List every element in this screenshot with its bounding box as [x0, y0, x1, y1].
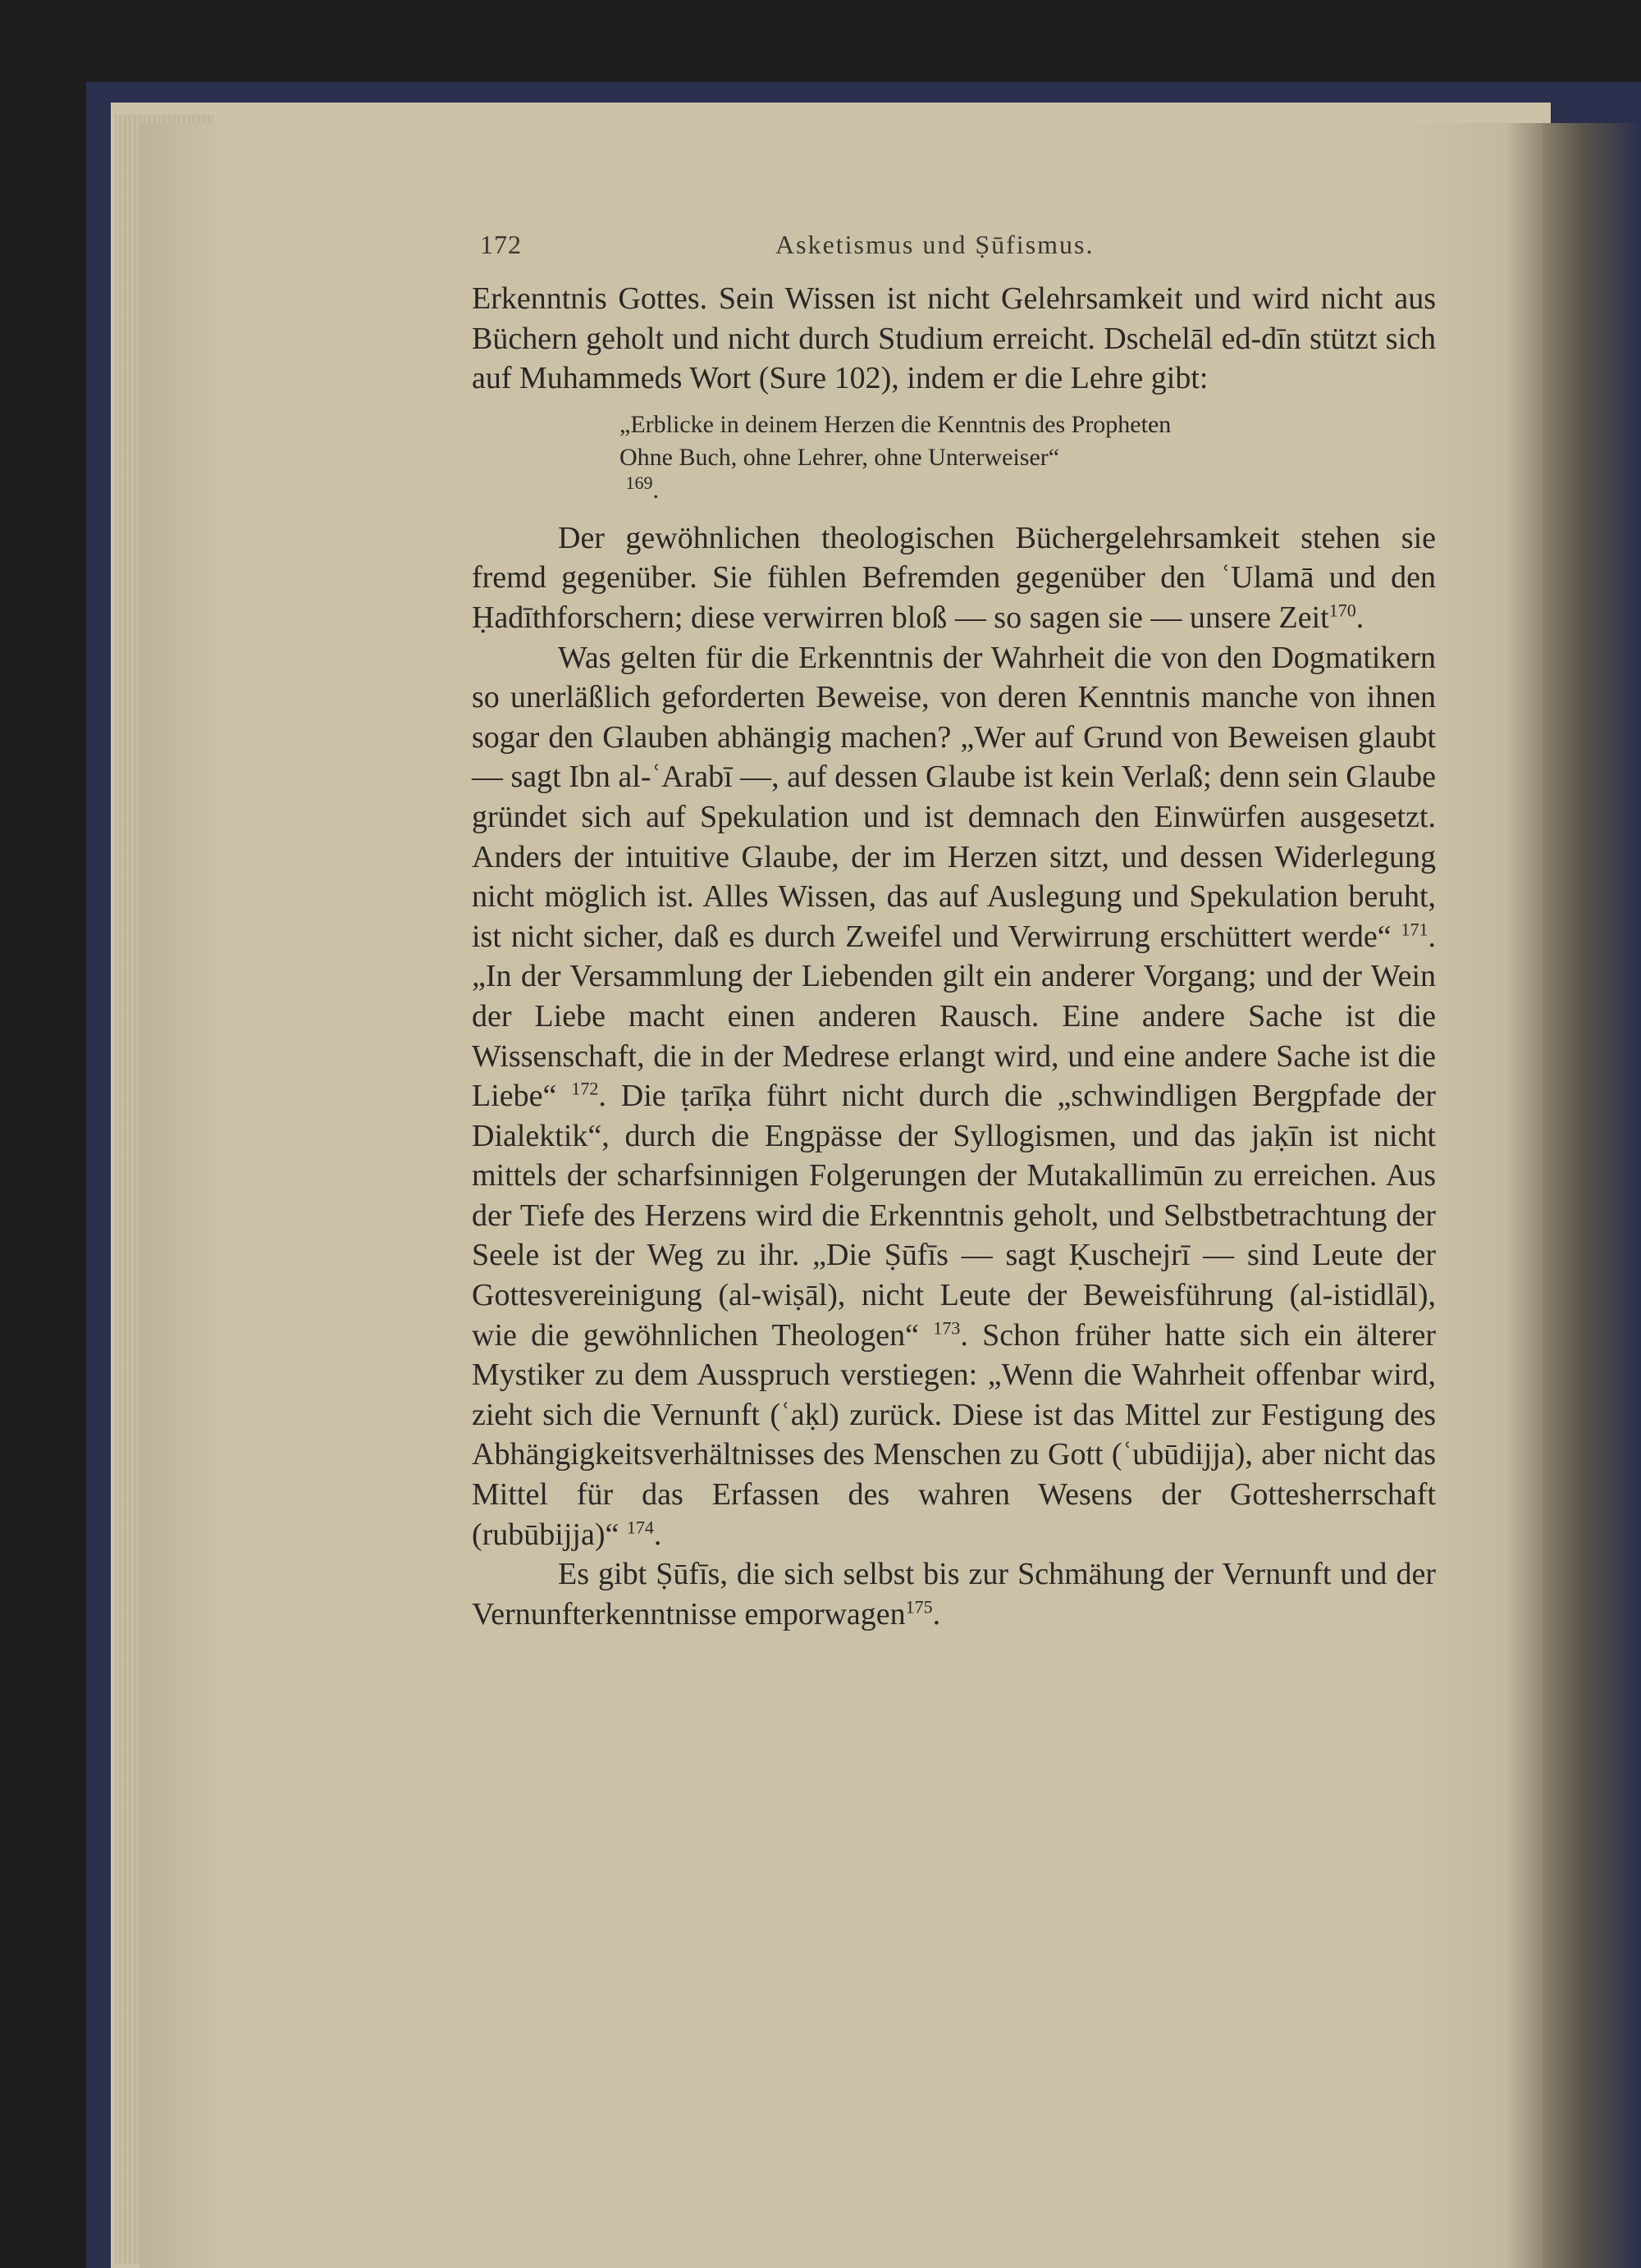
page-header [472, 230, 1436, 279]
paragraph-1 [472, 279, 1436, 399]
paragraph-3-text-d: Schon früher hatte sich ein älterer Mystiker zu dem Ausspruch verstiegen: „Wenn die Wahrheit offenbar wird, zieht sich die Vernunft (ʿaḳl) zurück. Diese ist das Mittel zur Festigung des Abhängigkeitsverhältnisses des Menschen zu Gott (ʿubūdijja), aber nicht das Mittel für das Erfassen des wahren Wesens der Gottesherrschaft (rubūbijja)“ [472, 1317, 1437, 1552]
paragraph-2-text: Der gewöhnlichen theologischen Büchergelehrsamkeit stehen sie fremd gegenüber. Sie fühlen Befremden gegenüber den ʿUlamā und den Ḥadīthforschern; diese verwirren bloß — so sagen sie — unsere Zeit [472, 520, 1436, 635]
paragraph-3: Was gelten für die Erkenntnis der Wahrheit die von den Dogmatikern so unerläßlich geforderten Beweise, von deren Kenntnis manche von ihnen sogar den Glauben abhängig machen? „Wer auf Grund von Beweisen glaubt — sagt Ibn al-ʿArabī —, auf dessen Glaube ist kein Verlaß; denn sein Glaube gründet sich auf Spekulation und ist demnach den Einwürfen ausgesetzt. Anders der intuitive Glaube, der im Herzen sitzt, und dessen Widerlegung nicht möglich ist. Alles Wissen, das auf Auslegung und Spekulation beruht, ist nicht sicher, daß es durch Zweifel und Verwirrung erschüttert werde“ $^{171}$. „In der Versammlung der Liebenden gilt ein anderer Vorgang; und der Wein der Liebe macht einen anderen Rausch. Eine andere Sache ist die Wissenschaft, die in der Medrese erlangt wird, und eine andere Sache ist die Liebe“ $^{172}$. Die ṭarīḳa führt nicht durch die „schwindligen Bergpfade der Dialektik“, durch die Engpässe der Syllogismen, und das jaḳīn ist nicht mittels der scharfsinnigen Folgerungen der Mutakallimūn zu erreichen. Aus der Tiefe des Herzens wird die Erkenntnis geholt, und Selbstbetrachtung der Seele ist der Weg zu ihr. „Die Ṣūfīs — sagt Ḳuschejrī — sind Leute der Gottesvereinigung (al-wiṣāl), nicht Leute der Beweisführung (al-istidlāl), wie die gewöhnlichen Theologen“ $^{173}$. Schon früher hatte sich ein älterer Mystiker zu dem Ausspruch verstiegen: „Wenn die Wahrheit offenbar wird, zieht sich die Vernunft (ʿaḳl) zurück. Diese ist das Mittel zur Festigung des Abhängigkeitsverhältnisses des Menschen zu Gott (ʿubūdijja), aber nicht das Mittel für das Erfassen des wahren Wesens der Gottesherrschaft (rubūbijja)“ $^{174}$. [472, 640, 1437, 1552]
footnote-ref-173: 173 [933, 1317, 961, 1338]
footnote-ref-174: 174 [626, 1516, 654, 1537]
paragraph-1-text: Erkenntnis Gottes. Sein Wissen ist nicht Gelehrsamkeit und wird nicht aus Büchern geholt und nicht durch Studium erreicht. Dschelāl ed-dīn stützt sich auf Muhammeds Wort (Sure 102), indem er die Lehre gibt: [472, 281, 1436, 396]
footnote-ref-172: 172 [571, 1078, 599, 1099]
footnote-ref-171: 171 [1401, 919, 1428, 940]
footnote-ref-175: 175 [905, 1596, 933, 1618]
footnote-ref-170: 170 [1328, 600, 1356, 621]
quote-line-1: „Erblicke in deinem Herzen die Kenntnis des Propheten [619, 410, 1172, 438]
footnote-ref-169: 169 [625, 472, 653, 493]
block-quote [619, 408, 1436, 507]
page-gutter [1506, 123, 1547, 2268]
binding-shadow [1543, 123, 1641, 2268]
paragraph-4-text: Es gibt Ṣūfīs, die sich selbst bis zur Schmähung der Vernunft und der Vernunfterkenntnisse emporwagen [472, 1557, 1436, 1631]
quote-line-2-text: Ohne Buch, ohne Lehrer, ohne Unterweiser“ [619, 443, 1060, 471]
paragraph-3-text-c: Die ṭarīḳa führt nicht durch die „schwindligen Bergpfade der Dialektik“, durch die Engpässe der Syllogismen, und das jaḳīn ist nicht mittels der scharfsinnigen Folgerungen der Mutakallimūn zu erreichen. Aus der Tiefe des Herzens wird die Erkenntnis geholt, und Selbstbetrachtung der Seele ist der Weg zu ihr. „Die Ṣūfīs — sagt Ḳuschejrī — sind Leute der Gottesvereinigung (al-wiṣāl), nicht Leute der Beweisführung (al-istidlāl), wie die gewöhnlichen Theologen“ [472, 1079, 1436, 1353]
paragraph-3-text-a: Was gelten für die Erkenntnis der Wahrheit die von den Dogmatikern so unerläßlich geforderten Beweise, von deren Kenntnis manche von ihnen sogar den Glauben abhängig machen? „Wer auf Grund von Beweisen glaubt — sagt Ibn al-ʿArabī —, auf dessen Glaube ist kein Verlaß; denn sein Glaube gründet sich auf Spekulation und ist demnach den Einwürfen ausgesetzt. Anders der intuitive Glaube, der im Herzen sitzt, und dessen Widerlegung nicht möglich ist. Alles Wissen, das auf Auslegung und Spekulation beruht, ist nicht sicher, daß es durch Zweifel und Verwirrung erschüttert werde“ [472, 640, 1436, 954]
running-title: Asketismus und Ṣūfismus. [775, 230, 1095, 259]
quote-line-2: Ohne Buch, ohne Lehrer, ohne Unterweiser“ $^{169}$. [619, 441, 1436, 507]
paragraph-3-text-b: „In der Versammlung der Liebenden gilt ein anderer Vorgang; und der Wein der Liebe macht einen anderen Rausch. Eine andere Sache ist die Wissenschaft, die in der Medrese erlangt wird, und eine andere Sache ist die Liebe“ [472, 959, 1436, 1114]
page-number: 172 [480, 230, 522, 259]
page-text [472, 230, 1436, 1634]
paragraph-2: Der gewöhnlichen theologischen Büchergelehrsamkeit stehen sie fremd gegenüber. Sie fühlen Befremden gegenüber den ʿUlamā und den Ḥadīthforschern; diese verwirren bloß — so sagen sie — unsere Zeit$^{170}$. [472, 520, 1436, 635]
paragraph-4: Es gibt Ṣūfīs, die sich selbst bis zur Schmähung der Vernunft und der Vernunfterkenntnisse emporwagen$^{175}$. [472, 1557, 1436, 1631]
